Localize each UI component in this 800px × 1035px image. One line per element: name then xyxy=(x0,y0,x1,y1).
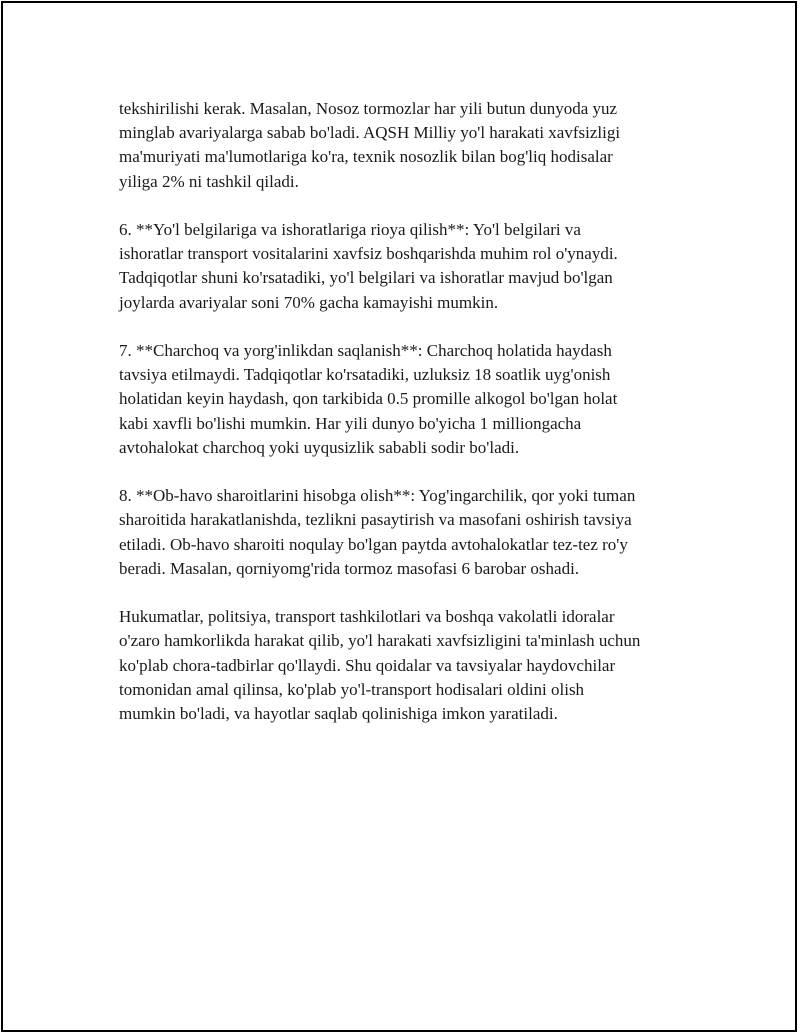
text-line: mumkin bo'ladi, va hayotlar saqlab qolinishiga imkon yaratiladi. xyxy=(119,704,558,724)
paragraph-weather xyxy=(119,484,699,581)
text-line: joylarda avariyalar soni 70% gacha kamayishi mumkin. xyxy=(119,292,499,312)
text-line: etiladi. Ob-havo sharoiti noqulay bo'lgan paytda avtohalokatlar tez-tez ro'y xyxy=(119,534,628,554)
text-line: 6. **Yo'l belgilariga va ishoratlariga rioya qilish**: Yo'l belgilari va xyxy=(119,220,581,239)
text-line: holatidan keyin haydash, qon tarkibida 0.5 promille alkogol bo'lgan holat xyxy=(119,389,618,409)
document-body xyxy=(119,97,699,750)
text-line: avtohalokat charchoq yoki uyqusizlik sababli sodir bo'ladi. xyxy=(119,437,520,457)
text-line: sharoitida harakatlanishda, tezlikni pasaytirish va masofani oshirish tavsiya xyxy=(119,510,632,530)
paragraph-vehicle-inspection xyxy=(119,97,699,194)
text-line: yiliga 2% ni tashkil qiladi. xyxy=(119,171,299,191)
text-line: minglab avariyalarga sabab bo'ladi. AQSH Milliy yo'l harakati xavfsizligi xyxy=(119,123,621,143)
text-line: tekshirilishi kerak. Masalan, Nosoz tormozlar har yili butun dunyoda yuz xyxy=(119,99,618,118)
text-line: beradi. Masalan, qorniyomg'rida tormoz masofasi 6 barobar oshadi. xyxy=(119,558,580,578)
paragraph-conclusion xyxy=(119,605,699,726)
text-line: ma'muriyati ma'lumotlariga ko'ra, texnik nosozlik bilan bog'liq hodisalar xyxy=(119,147,613,167)
text-line: tomonidan amal qilinsa, ko'plab yo'l-transport hodisalari oldini olish xyxy=(119,679,585,699)
paragraph-fatigue xyxy=(119,339,699,460)
document-page xyxy=(1,1,797,1032)
text-line: 7. **Charchoq va yorg'inlikdan saqlanish**: Charchoq holatida haydash xyxy=(119,341,612,360)
text-line: kabi xavfli bo'lishi mumkin. Har yili dunyo bo'yicha 1 milliongacha xyxy=(119,413,582,433)
text-line: 8. **Ob-havo sharoitlarini hisobga olish**: Yog'ingarchilik, qor yoki tuman xyxy=(119,486,636,506)
text-line: tavsiya etilmaydi. Tadqiqotlar ko'rsatadiki, uzluksiz 18 soatlik uyg'onish xyxy=(119,365,611,385)
text-line: ishoratlar transport vositalarini xavfsiz boshqarishda muhim rol o'ynaydi. xyxy=(119,244,618,264)
text-line: Tadqiqotlar shuni ko'rsatadiki, yo'l belgilari va ishoratlar mavjud bo'lgan xyxy=(119,268,613,288)
text-line: o'zaro hamkorlikda harakat qilib, yo'l harakati xavfsizligini ta'minlash uchun xyxy=(119,631,641,651)
text-line: Hukumatlar, politsiya, transport tashkilotlari va boshqa vakolatli idoralar xyxy=(119,607,615,627)
text-line: ko'plab chora-tadbirlar qo'llaydi. Shu qoidalar va tavsiyalar haydovchilar xyxy=(119,655,616,675)
paragraph-road-signs xyxy=(119,218,699,315)
